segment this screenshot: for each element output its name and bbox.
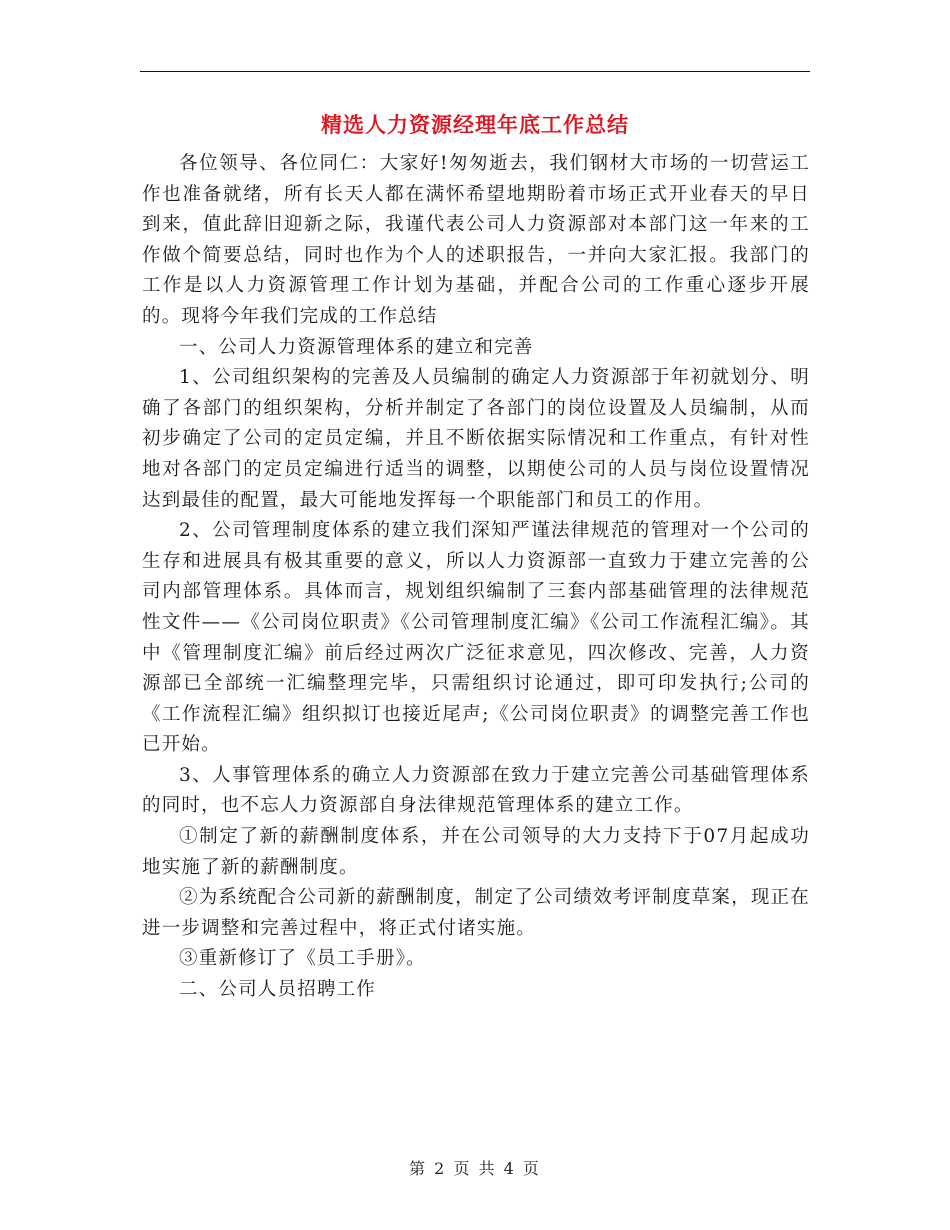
header-rule xyxy=(140,71,810,72)
section-heading: 二、公司人员招聘工作 xyxy=(179,979,377,1001)
page-number: 第 2 页 共 4 页 xyxy=(409,1159,541,1178)
paragraph: 各位领导、各位同仁：大家好!匆匆逝去，我们钢材大市场的一切营运工作也准备就绪，所有长天人都在满怀希望地期盼着市场正式开业春天的早日到来，值此辞旧迎新之际，我谨代表公司人力资源部对本部门这一年来的工作做个简要总结，同时也作为个人的述职报告，一并向大家汇报。我部门的工作是以人力资源管理工作计划为基础，并配合公司的工作重心逐步开展的。现将今年我们完成的工作总结 xyxy=(142,153,810,327)
paragraph: 2、公司管理制度体系的建立我们深知严谨法律规范的管理对一个公司的生存和进展具有极其重要的意义，所以人力资源部一直致力于建立完善的公司内部管理体系。具体而言，规划组织编制了三套内部基础管理的法律规范性文件——《公司岗位职责》《公司管理制度汇编》《公司工作流程汇编》。其中《管理制度汇编》前后经过两次广泛征求意见，四次修改、完善，人力资源部已全部统一汇编整理完毕，只需组织讨论通过，即可印发执行;公司的《工作流程汇编》组织拟订也接近尾声;《公司岗位职责》的调整完善工作也已开始。 xyxy=(142,520,810,756)
paragraph: 3、人事管理体系的确立人力资源部在致力于建立完善公司基础管理体系的同时，也不忘人力资源部自身法律规范管理体系的建立工作。 xyxy=(142,764,810,817)
list-item: ③重新修订了《员工手册》。 xyxy=(179,948,426,970)
paragraph: 1、公司组织架构的完善及人员编制的确定人力资源部于年初就划分、明确了各部门的组织架构，分析并制定了各部门的岗位设置及人员编制，从而初步确定了公司的定员定编，并且不断依据实际情况和工作重点，有针对性地对各部门的定员定编进行适当的调整，以期使公司的人员与岗位设置情况达到最佳的配置，最大可能地发挥每一个职能部门和员工的作用。 xyxy=(142,367,810,511)
section-heading: 一、公司人力资源管理体系的建立和完善 xyxy=(179,336,534,358)
document-title: 精选人力资源经理年底工作总结 xyxy=(321,113,629,137)
list-item: ①制定了新的薪酬制度体系，并在公司领导的大力支持下于07月起成功地实施了新的薪酬制度。 xyxy=(142,826,810,878)
document-body xyxy=(142,149,810,1006)
list-item: ②为系统配合公司新的薪酬制度，制定了公司绩效考评制度草案，现正在进一步调整和完善过程中，将正式付诸实施。 xyxy=(142,887,810,939)
